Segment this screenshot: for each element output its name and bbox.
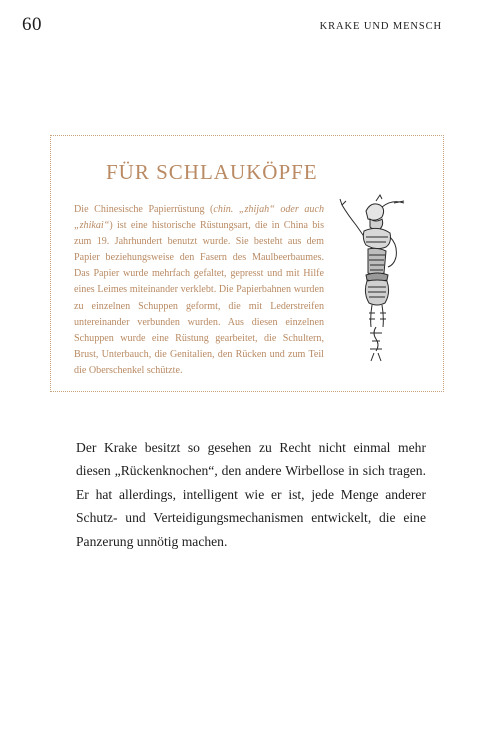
chinese-paper-armor-illustration xyxy=(336,193,412,363)
sidebar-text-italic: chin. „zhijah“ oder auch „zhikai“ xyxy=(74,204,324,232)
sidebar-box-text xyxy=(74,202,324,379)
page-number: 60 xyxy=(22,14,42,35)
sidebar-text-part: Die Chinesische Papierrüstung ( xyxy=(74,204,214,215)
body-paragraph: Der Krake besitzt so gesehen zu Recht nicht einmal mehr diesen „Rückenknochen“, den andere Wirbellose in sich tragen. Er hat allerdings, intelligent wie er ist, jede Menge anderer Schutz- und Verteidigungsmechanismen entwickelt, die eine Panzerung unnötig machen. xyxy=(76,440,426,549)
sidebar-box-title: FÜR SCHLAUKÖPFE xyxy=(106,160,318,184)
sidebar-text-part: ) ist eine historische Rüstungsart, die in China bis zum 19. Jahrhundert benutzt wurde. Sie besteht aus dem Papier beziehungsweise den Fasern des Maulbeerbaumes. Das Papier wurde mehrfach gefaltet, gepresst und mit Hilfe eines Leimes miteinander verklebt. Die Papierbahnen wurden zu einzelnen Schuppen geformt, die mit Lederstreifen untereinander verbunden wurden. Aus diesen einzelnen Schuppen wurde eine Rüstung gearbeitet, die Schultern, Brust, Unterbauch, die Genitalien, den Rücken und zum Teil die Oberschenkel schützte. xyxy=(74,220,324,376)
running-title: KRAKE UND MENSCH xyxy=(319,21,442,32)
